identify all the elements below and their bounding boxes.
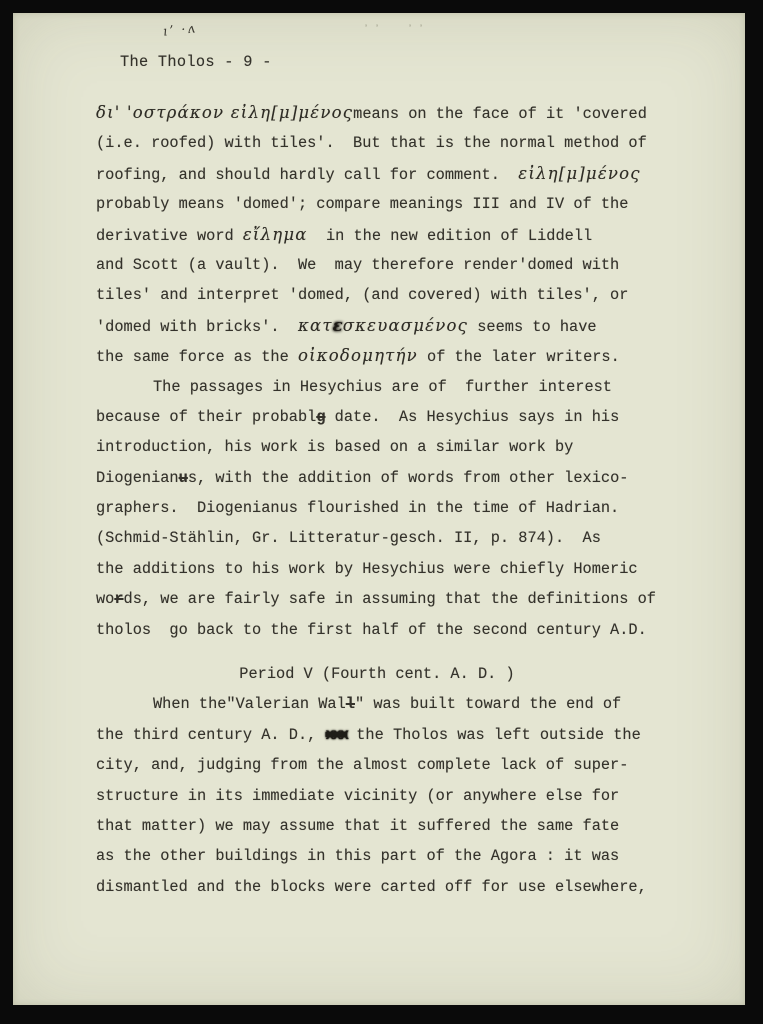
handwritten-greek: οἰκοδομητήν — [297, 346, 418, 366]
text-line — [96, 872, 712, 902]
typed-text: tholos go back to the first half of the second century A.D. — [96, 620, 647, 639]
text-line — [96, 584, 712, 614]
typed-text: 'domed with bricks'. — [96, 317, 298, 336]
typed-text: (i.e. roofed) with tiles'. But that is the normal method of — [96, 134, 647, 153]
section-heading — [96, 659, 712, 689]
handwritten-greek-blotted: ε — [332, 315, 343, 335]
crossed-out-word: xxx — [325, 725, 348, 744]
typed-text: the third century A. D., — [96, 725, 326, 744]
typed-text: the Tholos was left outside the — [347, 725, 641, 744]
text-line — [96, 402, 712, 432]
text-line — [96, 432, 712, 462]
text-line — [96, 463, 712, 493]
text-line — [96, 311, 712, 341]
text-line — [96, 689, 712, 719]
text-line — [96, 159, 712, 189]
handwritten-greek: σκευασμένος — [342, 315, 469, 335]
text-line — [96, 523, 712, 553]
text-line — [96, 554, 712, 584]
text-line — [96, 341, 712, 371]
typed-text: " was built toward the end of — [354, 695, 622, 714]
typed-text: and Scott (a vault). We may therefore render'domed with — [96, 255, 620, 274]
handwritten-greek: εἴλημα — [242, 224, 308, 244]
text-line — [96, 128, 712, 158]
handwritten-greek: δι' 'οστράκον εἰλη[μ]μένος — [96, 103, 354, 122]
typed-text: the same force as the — [96, 348, 298, 367]
text-line — [96, 493, 712, 523]
typed-text: ds, we are fairly safe in assuming that the definitions of — [123, 590, 656, 609]
typed-text: structure in its immediate vicinity (or anywhere else for — [96, 786, 620, 805]
text-line — [96, 841, 712, 871]
typed-text: the additions to his work by Hesychius were chiefly Homeric — [96, 559, 638, 578]
typed-text: s, with the addition of words from other lexico- — [187, 468, 629, 487]
overstruck-char: l — [345, 695, 355, 714]
typed-text: graphers. Diogenianus flourished in the time of Hadrian. — [96, 499, 620, 518]
text-line — [96, 220, 712, 250]
typed-text: that matter) we may assume that it suffered the same fate — [96, 816, 620, 835]
typed-text: date. As Hesychius says in his — [325, 407, 620, 426]
overstruck-char: g — [316, 407, 326, 426]
typed-text: introduction, his work is based on a similar work by — [96, 438, 574, 457]
text-line — [96, 781, 712, 811]
typed-text: in the new edition of Liddell — [307, 226, 593, 245]
text-line — [96, 98, 712, 128]
typed-text: seems to have — [468, 317, 597, 336]
text-line — [96, 250, 712, 280]
text-line — [96, 280, 712, 310]
faint-ink-marks: ʼʼ ʼʼ — [363, 25, 430, 36]
typed-text: means on the face of it 'covered — [353, 105, 647, 123]
typed-text: Diogenian — [96, 468, 179, 487]
typed-text: of the later writers. — [417, 348, 620, 367]
typed-text: city, and, judging from the almost complete lack of super- — [96, 756, 629, 775]
typed-text: roofing, and should hardly call for comment. — [96, 165, 519, 184]
text-line — [96, 750, 712, 780]
typed-text: probably means 'domed'; compare meanings III and IV of the — [96, 195, 629, 214]
typed-text: derivative word — [96, 226, 243, 245]
typed-text: as the other buildings in this part of the Agora : it was — [96, 847, 620, 866]
typed-text: dismantled and the blocks were carted off for use elsewhere, — [96, 877, 647, 896]
text-line — [96, 189, 712, 219]
typed-text: because of their probabl — [96, 407, 317, 426]
typed-text: When the"Valerian Wal — [153, 695, 346, 714]
pencil-annotation-marks: ıʼ ·ʌ — [162, 21, 198, 40]
text-line — [96, 615, 712, 645]
text-line — [96, 720, 712, 750]
typed-text: Period V (Fourth cent. A. D. ) — [239, 665, 515, 684]
text-line — [96, 372, 712, 402]
typed-text: tiles' and interpret 'domed, (and covered) with tiles', or — [96, 286, 629, 305]
typed-text: (Schmid-Stählin, Gr. Litteratur-gesch. II, p. 874). As — [96, 529, 601, 548]
overstruck-char: u — [178, 468, 188, 487]
handwritten-greek: κατ — [297, 315, 333, 335]
overstruck-char: r — [114, 590, 124, 609]
typed-text: The passages in Hesychius are of further interest — [153, 377, 612, 396]
document-page — [13, 13, 745, 1005]
handwritten-greek: εἰλη[μ]μένος — [518, 163, 641, 183]
page-title: The Tholos - 9 - — [120, 53, 272, 71]
text-line — [96, 811, 712, 841]
document-lines — [96, 98, 712, 902]
typed-text: wo — [96, 590, 115, 609]
